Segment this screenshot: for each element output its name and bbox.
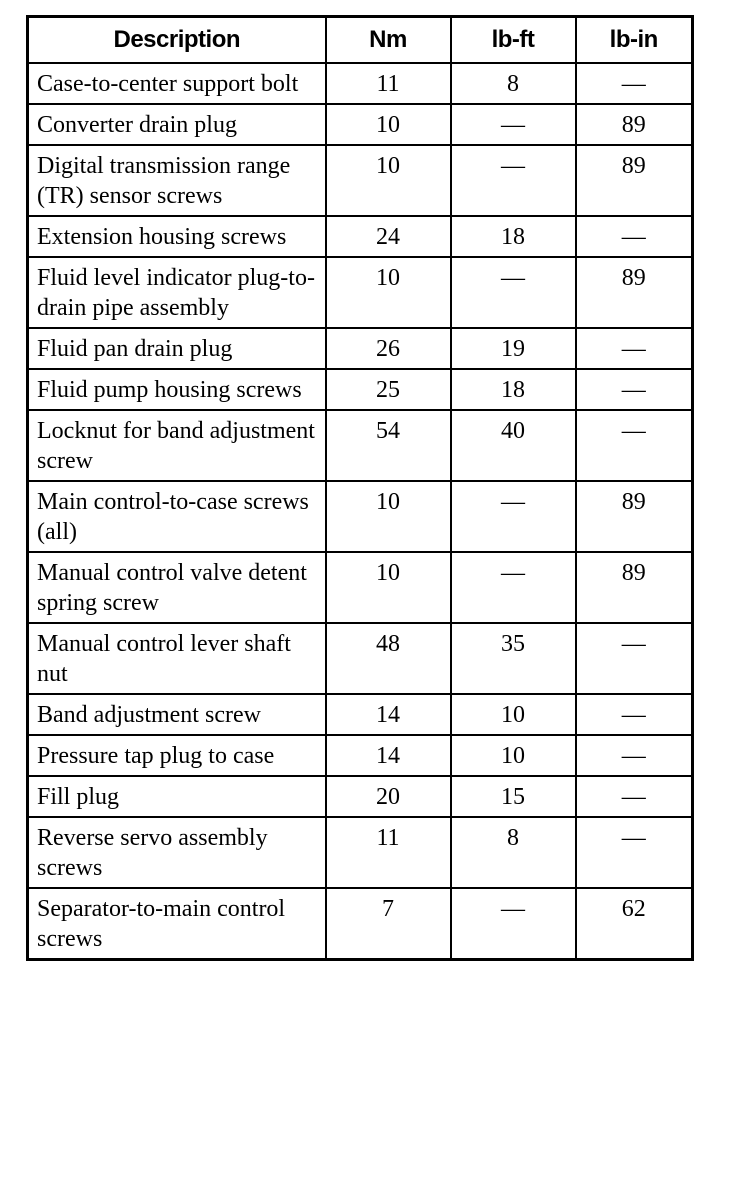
table-row: [28, 888, 693, 960]
table-row: [28, 104, 693, 145]
lb-ft-cell: 10: [451, 735, 576, 776]
lb-in-cell: 89: [576, 257, 693, 328]
description-cell: Fluid level indicator plug-to-drain pipe assembly: [28, 257, 326, 328]
nm-cell: 10: [326, 552, 451, 623]
table-row: [28, 257, 693, 328]
nm-cell: 10: [326, 145, 451, 216]
table-row: [28, 735, 693, 776]
nm-cell: 10: [326, 481, 451, 552]
lb-in-cell: 89: [576, 481, 693, 552]
lb-in-cell: 89: [576, 552, 693, 623]
description-cell: Manual control valve detent spring screw: [28, 552, 326, 623]
description-cell: Fill plug: [28, 776, 326, 817]
lb-ft-cell: 19: [451, 328, 576, 369]
nm-cell: 24: [326, 216, 451, 257]
table-row: [28, 552, 693, 623]
lb-in-cell: —: [576, 694, 693, 735]
lb-in-cell: —: [576, 623, 693, 694]
nm-cell: 7: [326, 888, 451, 960]
description-cell: Manual control lever shaft nut: [28, 623, 326, 694]
description-cell: Digital transmission range (TR) sensor screws: [28, 145, 326, 216]
lb-in-cell: —: [576, 735, 693, 776]
nm-cell: 14: [326, 694, 451, 735]
description-cell: Converter drain plug: [28, 104, 326, 145]
nm-cell: 20: [326, 776, 451, 817]
table-row: [28, 776, 693, 817]
lb-ft-cell: —: [451, 552, 576, 623]
lb-in-cell: —: [576, 776, 693, 817]
lb-ft-cell: 18: [451, 369, 576, 410]
lb-in-cell: —: [576, 817, 693, 888]
nm-cell: 11: [326, 63, 451, 104]
lb-in-cell: —: [576, 63, 693, 104]
lb-ft-cell: —: [451, 888, 576, 960]
lb-in-cell: —: [576, 328, 693, 369]
column-header-nm: Nm: [326, 17, 451, 64]
nm-cell: 54: [326, 410, 451, 481]
lb-in-cell: 89: [576, 145, 693, 216]
description-cell: Locknut for band adjustment screw: [28, 410, 326, 481]
lb-in-cell: —: [576, 216, 693, 257]
lb-ft-cell: —: [451, 481, 576, 552]
table-row: [28, 623, 693, 694]
table-row: [28, 145, 693, 216]
nm-cell: 26: [326, 328, 451, 369]
description-cell: Fluid pump housing screws: [28, 369, 326, 410]
table-row: [28, 817, 693, 888]
description-cell: Pressure tap plug to case: [28, 735, 326, 776]
nm-cell: 10: [326, 104, 451, 145]
column-header-lb-ft: lb-ft: [451, 17, 576, 64]
lb-ft-cell: 8: [451, 63, 576, 104]
lb-ft-cell: 35: [451, 623, 576, 694]
table-row: [28, 369, 693, 410]
table-row: [28, 694, 693, 735]
description-cell: Fluid pan drain plug: [28, 328, 326, 369]
description-cell: Case-to-center support bolt: [28, 63, 326, 104]
lb-ft-cell: 18: [451, 216, 576, 257]
column-header-description: Description: [28, 17, 326, 64]
nm-cell: 48: [326, 623, 451, 694]
lb-ft-cell: —: [451, 257, 576, 328]
description-cell: Separator-to-main control screws: [28, 888, 326, 960]
table-row: [28, 63, 693, 104]
lb-ft-cell: 10: [451, 694, 576, 735]
lb-in-cell: —: [576, 410, 693, 481]
torque-specification-table: [26, 15, 694, 961]
lb-ft-cell: 8: [451, 817, 576, 888]
nm-cell: 14: [326, 735, 451, 776]
lb-in-cell: 62: [576, 888, 693, 960]
description-cell: Reverse servo assembly screws: [28, 817, 326, 888]
table-row: [28, 216, 693, 257]
table-body: [28, 63, 693, 960]
nm-cell: 10: [326, 257, 451, 328]
description-cell: Band adjustment screw: [28, 694, 326, 735]
lb-ft-cell: —: [451, 104, 576, 145]
lb-in-cell: —: [576, 369, 693, 410]
lb-ft-cell: 15: [451, 776, 576, 817]
lb-ft-cell: —: [451, 145, 576, 216]
description-cell: Main control-to-case screws (all): [28, 481, 326, 552]
table-row: [28, 410, 693, 481]
column-header-lb-in: lb-in: [576, 17, 693, 64]
table-row: [28, 328, 693, 369]
nm-cell: 11: [326, 817, 451, 888]
table-row: [28, 481, 693, 552]
description-cell: Extension housing screws: [28, 216, 326, 257]
table-header-row: [28, 17, 693, 64]
lb-ft-cell: 40: [451, 410, 576, 481]
nm-cell: 25: [326, 369, 451, 410]
lb-in-cell: 89: [576, 104, 693, 145]
